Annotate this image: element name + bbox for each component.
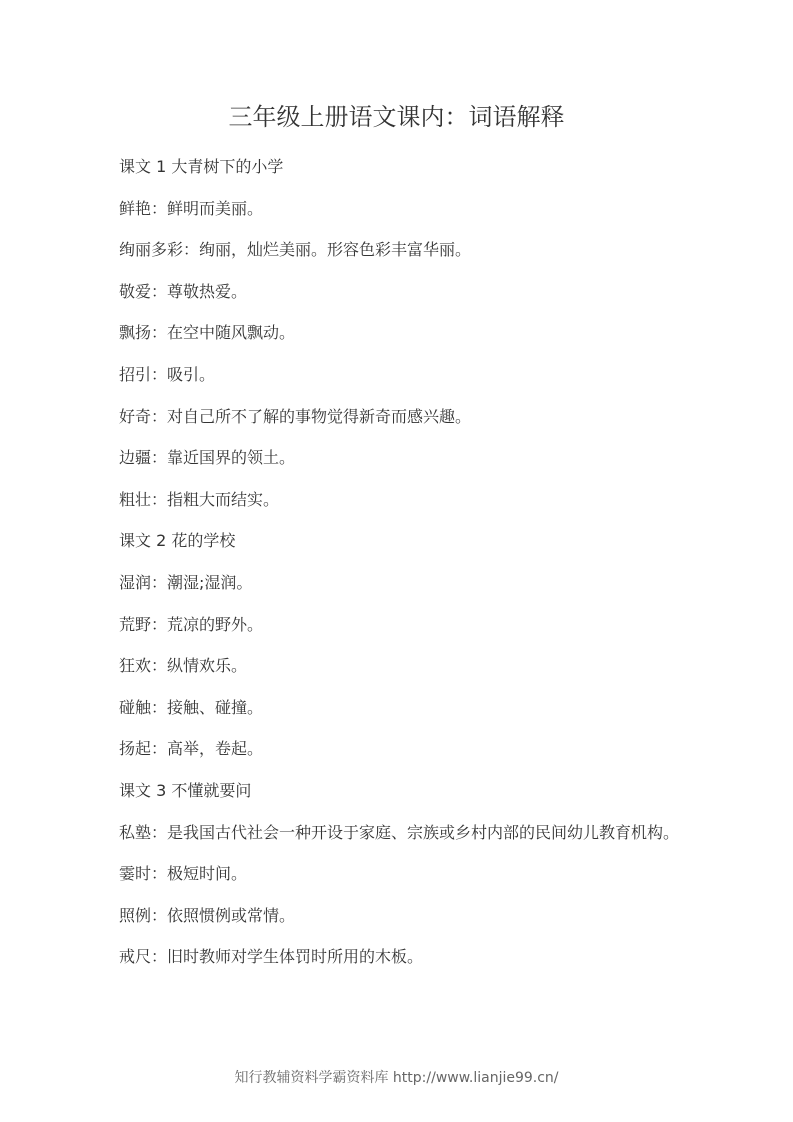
definition-line: 敬爱：尊敬热爱。 [119,281,248,301]
definition-line: 粗壮：指粗大而结实。 [119,489,280,509]
definition-line: 好奇：对自己所不了解的事物觉得新奇而感兴趣。 [119,406,472,426]
definition-line: 飘扬：在空中随风飘动。 [119,323,296,343]
lesson-heading: 课文 3 不懂就要问 [119,780,252,800]
definition-line: 狂欢：纵情欢乐。 [119,656,248,676]
definition-line: 鲜艳：鲜明而美丽。 [119,198,264,218]
definition-line: 绚丽多彩：绚丽，灿烂美丽。形容色彩丰富华丽。 [119,240,472,260]
definition-line: 荒野：荒凉的野外。 [119,614,264,634]
document-body [119,146,679,978]
definition-line: 湿润：潮湿;湿润。 [119,572,253,592]
definition-line: 边疆：靠近国界的领土。 [119,448,296,468]
definition-line: 碰触：接触、碰撞。 [119,697,264,717]
lesson-heading: 课文 2 花的学校 [119,531,236,551]
definition-line: 私塾：是我国古代社会一种开设于家庭、宗族或乡村内部的民间幼儿教育机构。 [119,822,680,842]
page-title: 三年级上册语文课内：词语解释 [228,103,565,131]
definition-line: 照例：依照惯例或常情。 [119,905,296,925]
definition-line: 扬起：高举，卷起。 [119,739,264,759]
lesson-heading: 课文 1 大青树下的小学 [119,157,284,176]
footer-source-text: 知行教辅资料学霸资料库 http://www.lianjie99.cn/ [234,1070,559,1086]
definition-line: 霎时：极短时间。 [119,864,248,884]
definition-line: 戒尺：旧时教师对学生体罚时所用的木板。 [119,947,424,967]
definition-line: 招引：吸引。 [119,364,216,384]
